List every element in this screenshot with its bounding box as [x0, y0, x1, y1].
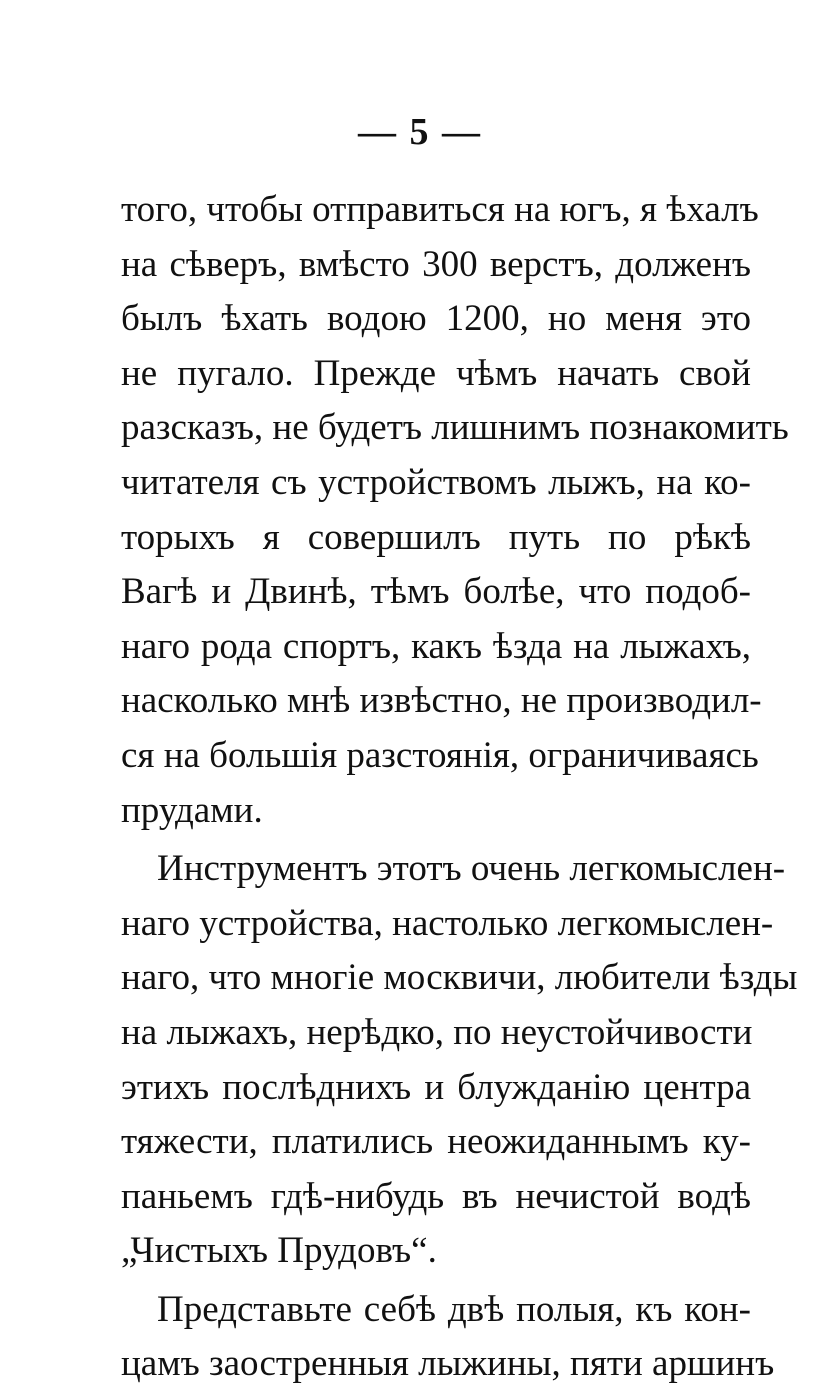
text-line: паньемъ гдѣ-нибудь въ нечистой водѣ: [121, 1175, 751, 1217]
page-number: — 5 —: [358, 111, 482, 153]
text-line: насколько мнѣ извѣстно, не производил-: [121, 680, 762, 722]
text-line: торыхъ я совершилъ путь по рѣкѣ: [121, 516, 751, 558]
text-line: читателя съ устройствомъ лыжъ, на ко-: [121, 461, 751, 503]
text-line: цамъ заостренныя лыжины, пяти аршинъ: [121, 1343, 775, 1385]
paragraph: [121, 842, 798, 1279]
text-line: Инструментъ этотъ очень легкомыслен-: [157, 848, 786, 890]
text-line: того, чтобы отправиться на югъ, я ѣхалъ: [121, 189, 759, 230]
text-line: наго устройства, настолько легкомыслен-: [121, 902, 774, 944]
text-line: прудами.: [121, 789, 263, 831]
text-line: Представьте себѣ двѣ полыя, къ кон-: [157, 1288, 751, 1330]
text-line: разсказъ, не будетъ лишнимъ познакомить: [121, 407, 789, 449]
text-line: ся на большія разстоянія, ограничиваясь: [121, 734, 759, 776]
text-line: на лыжахъ, нерѣдко, по неустойчивости: [121, 1011, 753, 1053]
page-text: [121, 183, 798, 1392]
text-line: не пугало. Прежде чѣмъ начать свой: [121, 352, 751, 394]
text-line: наго рода спортъ, какъ ѣзда на лыжахъ,: [121, 625, 751, 667]
paragraph: [121, 1283, 775, 1392]
text-line: этихъ послѣднихъ и блужданію центра: [121, 1066, 751, 1108]
text-line: наго, что многіе москвичи, любители ѣзды: [121, 957, 798, 999]
text-line: „Чистыхъ Прудовъ“.: [121, 1230, 437, 1272]
paragraph: [121, 183, 789, 838]
text-line: былъ ѣхать водою 1200, но меня это: [121, 298, 751, 340]
text-line: тяжести, платились неожиданнымъ ку-: [121, 1121, 751, 1163]
text-line: на сѣверъ, вмѣсто 300 верстъ, долженъ: [121, 243, 751, 285]
text-line: Вагѣ и Двинѣ, тѣмъ болѣе, что подоб-: [121, 571, 751, 613]
